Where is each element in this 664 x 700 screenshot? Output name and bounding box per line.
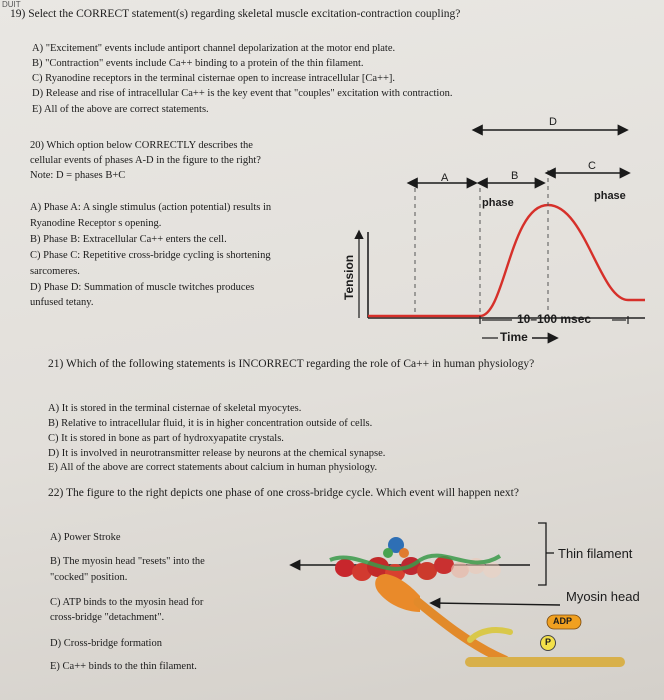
q19-option-d: D) Release and rise of intracellular Ca++ is the key event that "couples" excitation with contraction. — [32, 88, 453, 99]
pi-label: P — [545, 637, 552, 647]
q22-option-c: C) ATP binds to the myosin head for — [50, 597, 204, 608]
q19-option-a: A) "Excitement" events include antiport channel depolarization at the motor end plate. — [32, 43, 396, 54]
q22-option-d: D) Cross-bridge formation — [50, 638, 162, 649]
label-d: D — [549, 116, 557, 128]
q22-option-e: E) Ca++ binds to the thin filament. — [50, 661, 197, 672]
q22-option-b: B) The myosin head "resets" into the — [50, 556, 205, 567]
q20-option-a: A) Phase A: A single stimulus (action potential) results in — [30, 202, 272, 213]
adp-label: ADP — [553, 616, 573, 626]
q22-question: 22) The figure to the right depicts one phase of one cross-bridge cycle. Which event will happen next? — [48, 487, 519, 499]
q22-option-a: A) Power Stroke — [50, 532, 121, 543]
q20-option-d: D) Phase D: Summation of muscle twitches produces — [30, 282, 255, 293]
label-c: C — [588, 160, 596, 172]
duration-label: 10–100 msec — [517, 312, 592, 326]
q20-question-line: 20) Which option below CORRECTLY describes the — [30, 140, 253, 151]
q21-option-e: E) All of the above are correct statements about calcium in human physiology. — [48, 462, 378, 473]
y-axis-label: Tension — [342, 254, 356, 300]
phase-label-right: phase — [594, 190, 626, 202]
thin-filament-bracket — [538, 523, 546, 585]
q20-option-a-cont: Ryanodine Receptor s opening. — [30, 218, 162, 229]
q20-option-c: C) Phase C: Repetitive cross-bridge cycling is shortening — [30, 250, 271, 261]
q19-option-b: B) "Contraction" events include Ca++ binding to a protein of the thin filament. — [32, 58, 364, 69]
q22-option-c-cont: cross-bridge "detachment". — [50, 612, 165, 623]
q20-question-line: cellular events of phases A-D in the figure to the right? — [30, 155, 261, 166]
q21-option-b: B) Relative to intracellular fluid, it is in higher concentration outside of cells. — [48, 418, 373, 429]
x-axis-label: Time — [500, 330, 528, 344]
label-a: A — [441, 172, 449, 184]
q20-option-d-cont: unfused tetany. — [30, 297, 94, 308]
q21-question: 21) Which of the following statements is INCORRECT regarding the role of Ca++ in human physiology? — [48, 358, 535, 370]
q19-question: 19) Select the CORRECT statement(s) regarding skeletal muscle excitation-contraction coupling? — [10, 8, 461, 20]
q20-option-b: B) Phase B: Extracellular Ca++ enters the cell. — [30, 234, 227, 245]
q19-option-c: C) Ryanodine receptors in the terminal cisternae open to increase intracellular [Ca++]. — [32, 73, 396, 84]
q21-option-c: C) It is stored in bone as part of hydroxyapatite crystals. — [48, 433, 284, 444]
myosin-head-label: Myosin head — [566, 589, 640, 604]
myosin-head-shape — [375, 574, 420, 612]
q22-option-b-cont: "cocked" position. — [50, 572, 128, 583]
myosin-head-arrow — [432, 603, 560, 605]
corner-text: DUIT — [2, 0, 21, 9]
q19-option-e: E) All of the above are correct statements. — [32, 104, 209, 115]
q20-option-c-cont: sarcomeres. — [30, 266, 80, 277]
label-b: B — [511, 170, 519, 182]
phase-label-left: phase — [482, 197, 514, 209]
q20-question-note: Note: D = phases B+C — [30, 170, 126, 181]
q21-option-a: A) It is stored in the terminal cisternae of skeletal myocytes. — [48, 403, 302, 414]
thin-filament-label: Thin filament — [558, 546, 633, 561]
q21-option-d: D) It is involved in neurotransmitter release by neurons at the chemical synapse. — [48, 448, 386, 459]
